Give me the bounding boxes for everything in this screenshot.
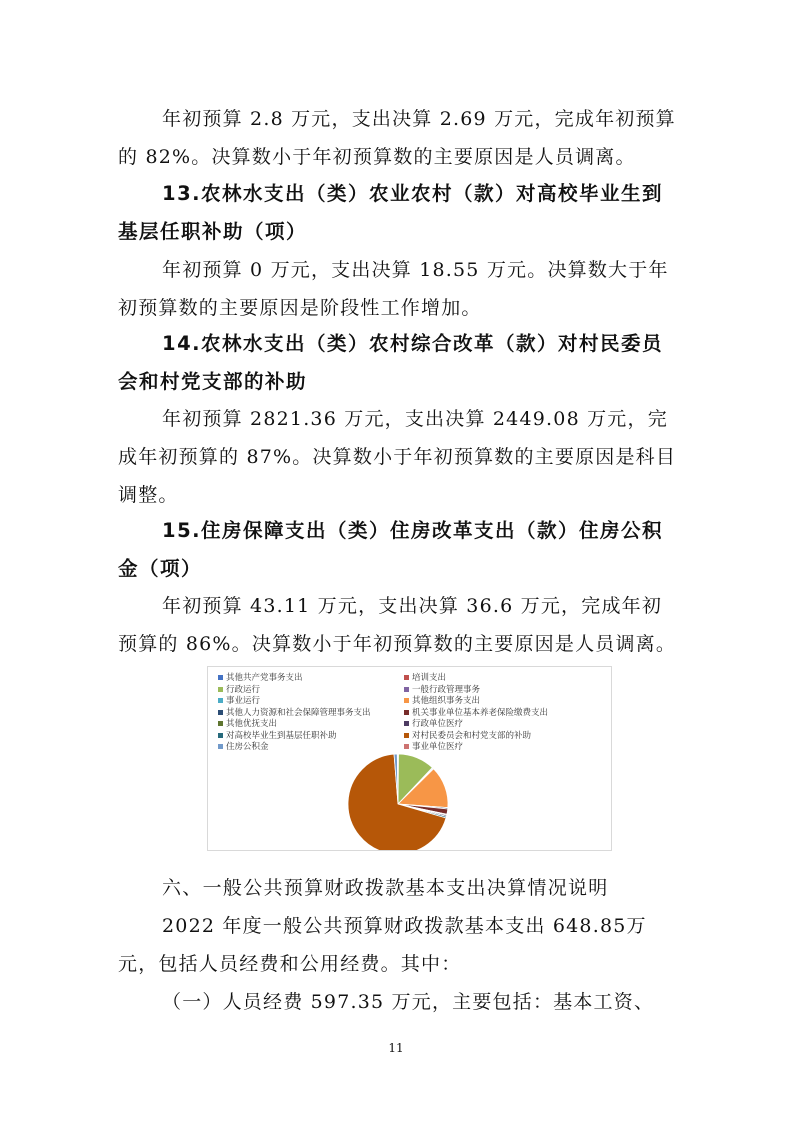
heading-14: 14.农林水支出（类）农村综合改革（款）对村民委员会和村党支部的补助 [118,332,664,393]
legend-label: 对高校毕业生到基层任职补助 [226,730,337,741]
legend-label: 行政单位医疗 [412,719,464,729]
legend-label: 一般行政管理事务 [412,684,481,695]
legend-label: 住房公积金 [226,742,269,752]
heading-13: 13.农林水支出（类）农业农村（款）对高校毕业生到基层任职补助（项） [118,182,664,243]
legend-label: 培训支出 [412,673,447,683]
legend-label: 其他优抚支出 [226,719,278,729]
legend-label: 行政运行 [226,684,261,695]
paragraph-p13: 年初预算 0 万元，支出决算 18.55 万元。决算数大于年初预算数的主要原因是阶段性工作增加。 [118,259,669,319]
legend-label: 其他组织事务支出 [412,696,481,706]
heading-15: 15.住房保障支出（类）住房改革支出（款）住房公积金（项） [118,519,664,580]
paragraph-p1: 年初预算 2.8 万元，支出决算 2.69 万元，完成年初预算的 82%。决算数小于年初预算数的主要原因是人员调离。 [118,108,676,168]
page-number: 11 [388,1041,404,1055]
section-6-title: 六、一般公共预算财政拨款基本支出决算情况说明 [162,877,609,899]
paragraph-p15: 年初预算 43.11 万元，支出决算 36.6 万元，完成年初预算的 86%。决算数小于年初预算数的主要原因是人员调离。 [118,595,677,655]
legend-label: 事业单位医疗 [412,742,464,752]
section-6-paragraph-1: 2022 年度一般公共预算财政拨款基本支出 648.85万元，包括人员经费和公用经费。其中： [118,915,647,975]
legend-label: 对村民委员会和村党支部的补助 [412,730,532,741]
legend-label: 其他人力资源和社会保障管理事务支出 [226,707,371,718]
legend-label: 机关事业单位基本养老保险缴费支出 [412,707,549,718]
paragraph-p14: 年初预算 2821.36 万元，支出决算 2449.08 万元，完成年初预算的 87%。决算数小于年初预算数的主要原因是科目调整。 [118,408,677,506]
legend-label: 其他共产党事务支出 [226,673,303,683]
legend-label: 事业运行 [226,696,261,706]
pie-svg [208,667,611,850]
pie-chart [207,666,612,851]
section-6-paragraph-2: （一）人员经费 597.35 万元，主要包括：基本工资、 [162,991,655,1013]
